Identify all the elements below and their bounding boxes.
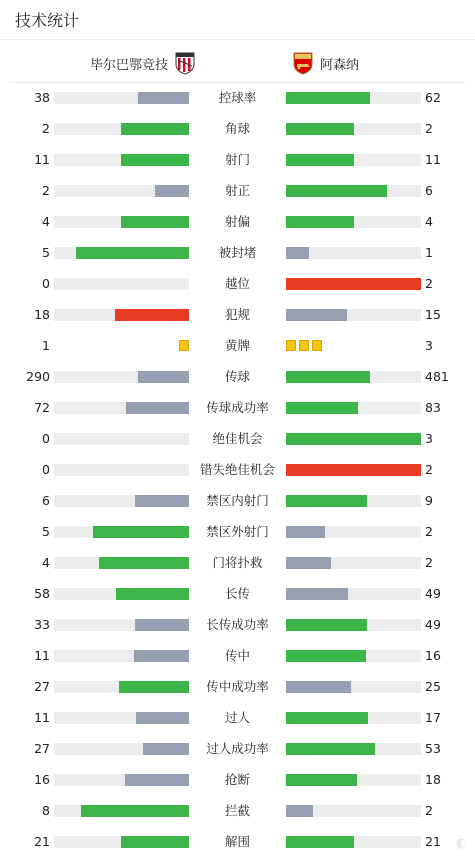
home-value: 11 [34, 153, 50, 167]
away-value: 4 [425, 215, 433, 229]
away-bar-track [286, 774, 421, 786]
header [0, 0, 475, 40]
away-value: 9 [425, 494, 433, 508]
away-bar-fill [286, 619, 367, 631]
stat-row [0, 579, 475, 610]
stat-row [0, 424, 475, 455]
away-bar-track [286, 743, 421, 755]
away-bar-fill [286, 650, 366, 662]
away-bar-fill [286, 123, 354, 135]
home-team[interactable] [90, 51, 196, 75]
away-value: 2 [425, 804, 433, 818]
away-bar-track [286, 836, 421, 848]
away-bar-fill [286, 557, 331, 569]
home-bar-track [54, 743, 189, 755]
away-bar-track [286, 402, 421, 414]
stat-row [0, 238, 475, 269]
stat-label: 控球率 [189, 91, 286, 105]
home-value: 4 [42, 556, 50, 570]
arsenal-crest-icon [292, 51, 314, 75]
away-bar-fill [286, 433, 421, 445]
home-team-name: 毕尔巴鄂竞技 [90, 54, 168, 73]
away-bar-fill [286, 464, 421, 476]
away-value: 2 [425, 277, 433, 291]
home-value: 8 [42, 804, 50, 818]
home-bar-fill [135, 619, 189, 631]
away-bar-track [286, 185, 421, 197]
home-value: 33 [34, 618, 50, 632]
away-bar-track [286, 92, 421, 104]
away-value: 2 [425, 556, 433, 570]
away-value: 62 [425, 91, 441, 105]
stat-row [0, 393, 475, 424]
home-bar-fill [138, 92, 189, 104]
away-bar-track [286, 681, 421, 693]
stat-label: 传中成功率 [189, 680, 286, 694]
home-bar-fill [121, 123, 189, 135]
away-team-name: 阿森纳 [320, 54, 359, 73]
home-value: 72 [34, 401, 50, 415]
away-value: 18 [425, 773, 441, 787]
home-value: 1 [42, 339, 50, 353]
away-bar-fill [286, 588, 348, 600]
stat-label: 被封堵 [189, 246, 286, 260]
away-bar-fill [286, 495, 367, 507]
away-bar-fill [286, 712, 368, 724]
away-bar-fill [286, 154, 354, 166]
away-value: 49 [425, 587, 441, 601]
stat-row [0, 455, 475, 486]
stat-row [0, 83, 475, 114]
away-value: 1 [425, 246, 433, 260]
home-bar-track [54, 619, 189, 631]
home-value: 27 [34, 680, 50, 694]
home-yellow-cards [179, 340, 189, 352]
stat-label: 射正 [189, 184, 286, 198]
home-value: 21 [34, 835, 50, 849]
home-bar-track [54, 495, 189, 507]
away-bar-fill [286, 526, 325, 538]
stat-row [0, 207, 475, 238]
away-bar-track [286, 588, 421, 600]
stat-row [0, 672, 475, 703]
home-bar-fill [93, 526, 189, 538]
yellow-card-icon [312, 340, 322, 351]
home-bar-fill [125, 774, 189, 786]
home-value: 58 [34, 587, 50, 601]
home-bar-track [54, 154, 189, 166]
stat-row [0, 331, 475, 362]
home-value: 18 [34, 308, 50, 322]
stat-label: 角球 [189, 122, 286, 136]
stat-row [0, 362, 475, 393]
away-bar-track [286, 805, 421, 817]
away-bar-fill [286, 743, 375, 755]
home-bar-fill [76, 247, 189, 259]
home-value: 290 [26, 370, 50, 384]
away-bar-fill [286, 278, 421, 290]
away-value: 3 [425, 339, 433, 353]
away-bar-track [286, 526, 421, 538]
stat-label: 犯规 [189, 308, 286, 322]
stat-row [0, 765, 475, 796]
stat-label: 禁区外射门 [189, 525, 286, 539]
home-bar-fill [121, 836, 189, 848]
home-bar-track [54, 278, 189, 290]
home-value: 0 [42, 277, 50, 291]
away-bar-fill [286, 681, 351, 693]
stat-row [0, 548, 475, 579]
stat-label: 错失绝佳机会 [189, 463, 286, 477]
home-bar-track [54, 433, 189, 445]
stat-label: 抢断 [189, 773, 286, 787]
stat-label: 拦截 [189, 804, 286, 818]
stat-label: 越位 [189, 277, 286, 291]
away-bar-fill [286, 216, 354, 228]
home-bar-fill [119, 681, 189, 693]
home-value: 11 [34, 649, 50, 663]
page-title: 技术统计 [15, 8, 79, 31]
away-value: 25 [425, 680, 441, 694]
away-value: 83 [425, 401, 441, 415]
away-bar-track [286, 309, 421, 321]
home-bar-fill [136, 712, 189, 724]
away-value: 11 [425, 153, 441, 167]
away-bar-fill [286, 309, 347, 321]
home-bar-track [54, 805, 189, 817]
home-value: 2 [42, 184, 50, 198]
home-bar-track [54, 712, 189, 724]
home-bar-fill [135, 495, 189, 507]
yellow-card-icon [299, 340, 309, 351]
stat-row [0, 641, 475, 672]
home-bar-fill [138, 371, 189, 383]
home-value: 0 [42, 432, 50, 446]
athletic-bilbao-crest-icon [174, 51, 196, 75]
home-bar-track [54, 650, 189, 662]
stat-label: 传球 [189, 370, 286, 384]
away-bar-track [286, 495, 421, 507]
home-bar-track [54, 774, 189, 786]
home-bar-track [54, 588, 189, 600]
stat-label: 长传成功率 [189, 618, 286, 632]
home-bar-fill [115, 309, 189, 321]
home-bar-fill [121, 154, 189, 166]
home-bar-track [54, 92, 189, 104]
home-bar-track [54, 464, 189, 476]
home-value: 16 [34, 773, 50, 787]
home-bar-track [54, 557, 189, 569]
home-value: 2 [42, 122, 50, 136]
home-value: 5 [42, 525, 50, 539]
home-value: 4 [42, 215, 50, 229]
stats-list [0, 83, 475, 858]
stat-label: 过人成功率 [189, 742, 286, 756]
home-bar-track [54, 185, 189, 197]
home-value: 6 [42, 494, 50, 508]
away-bar-track [286, 371, 421, 383]
away-bar-fill [286, 402, 358, 414]
away-bar-fill [286, 92, 370, 104]
stat-label: 黄牌 [189, 339, 286, 353]
away-bar-track [286, 278, 421, 290]
away-team[interactable] [292, 51, 359, 75]
stat-row [0, 703, 475, 734]
home-bar-fill [99, 557, 189, 569]
stat-row [0, 796, 475, 827]
home-bar-track [54, 123, 189, 135]
stat-row [0, 176, 475, 207]
home-bar-fill [81, 805, 189, 817]
stat-label: 解围 [189, 835, 286, 849]
stat-row [0, 145, 475, 176]
away-bar-track [286, 712, 421, 724]
stat-row [0, 517, 475, 548]
teams-header [10, 40, 465, 83]
away-bar-track [286, 216, 421, 228]
stat-label: 禁区内射门 [189, 494, 286, 508]
stat-label: 绝佳机会 [189, 432, 286, 446]
home-bar-fill [155, 185, 189, 197]
away-value: 16 [425, 649, 441, 663]
home-bar-fill [143, 743, 189, 755]
home-bar-fill [121, 216, 189, 228]
away-value: 53 [425, 742, 441, 756]
away-bar-track [286, 464, 421, 476]
away-value: 2 [425, 525, 433, 539]
stat-label: 过人 [189, 711, 286, 725]
away-bar-track [286, 619, 421, 631]
home-bar-track [54, 309, 189, 321]
home-bar-fill [134, 650, 189, 662]
home-value: 11 [34, 711, 50, 725]
away-value: 6 [425, 184, 433, 198]
yellow-card-icon [179, 340, 189, 351]
stat-label: 门将扑救 [189, 556, 286, 570]
watermark-logo: ◐ [456, 836, 467, 851]
stat-label: 传中 [189, 649, 286, 663]
stat-row [0, 269, 475, 300]
home-value: 27 [34, 742, 50, 756]
away-value: 2 [425, 122, 433, 136]
stat-row [0, 827, 475, 858]
stat-row [0, 486, 475, 517]
home-value: 38 [34, 91, 50, 105]
away-bar-track [286, 650, 421, 662]
home-bar-fill [116, 588, 189, 600]
away-yellow-cards [286, 340, 322, 352]
home-bar-track [54, 402, 189, 414]
away-value: 3 [425, 432, 433, 446]
away-value: 481 [425, 370, 449, 384]
away-bar-fill [286, 774, 357, 786]
stat-row [0, 734, 475, 765]
away-bar-fill [286, 805, 313, 817]
stat-label: 长传 [189, 587, 286, 601]
away-bar-track [286, 123, 421, 135]
away-value: 49 [425, 618, 441, 632]
stat-label: 射门 [189, 153, 286, 167]
away-bar-track [286, 433, 421, 445]
home-bar-track [54, 371, 189, 383]
away-bar-fill [286, 247, 309, 259]
home-value: 0 [42, 463, 50, 477]
away-value: 15 [425, 308, 441, 322]
away-value: 21 [425, 835, 441, 849]
home-bar-track [54, 526, 189, 538]
away-bar-track [286, 557, 421, 569]
away-bar-fill [286, 185, 387, 197]
yellow-card-icon [286, 340, 296, 351]
home-value: 5 [42, 246, 50, 260]
stat-row [0, 300, 475, 331]
stat-label: 射偏 [189, 215, 286, 229]
home-bar-track [54, 836, 189, 848]
home-bar-fill [126, 402, 189, 414]
away-value: 17 [425, 711, 441, 725]
stat-row [0, 114, 475, 145]
stat-row [0, 610, 475, 641]
away-bar-fill [286, 371, 370, 383]
home-bar-track [54, 681, 189, 693]
away-bar-track [286, 247, 421, 259]
stat-label: 传球成功率 [189, 401, 286, 415]
home-bar-track [54, 216, 189, 228]
away-value: 2 [425, 463, 433, 477]
home-bar-track [54, 247, 189, 259]
away-bar-track [286, 154, 421, 166]
away-bar-fill [286, 836, 354, 848]
